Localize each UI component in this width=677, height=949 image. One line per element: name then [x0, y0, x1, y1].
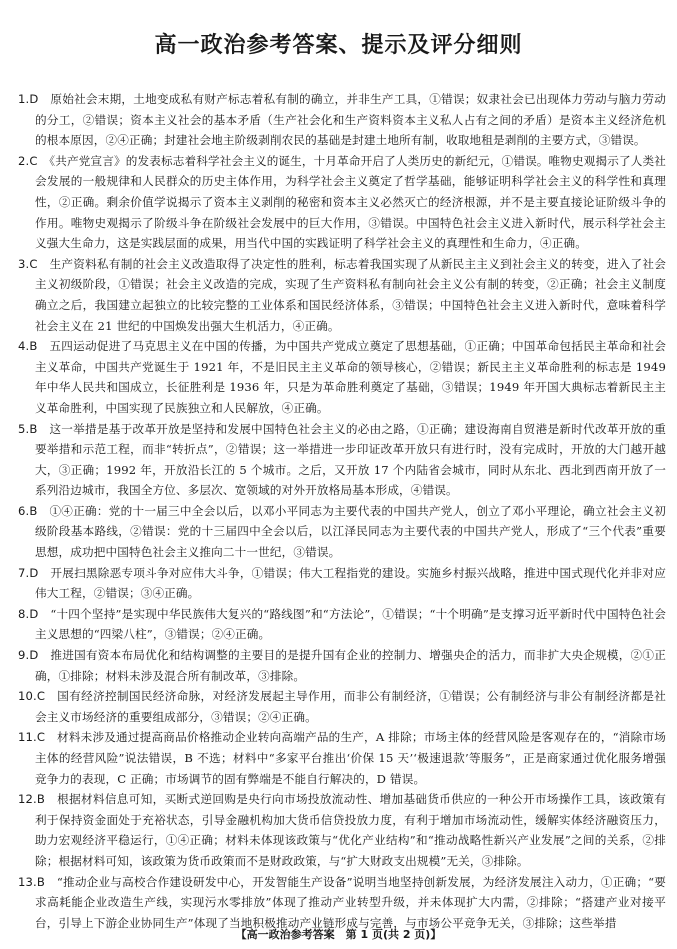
answer-text: 开展扫黑除恶专项斗争对应伟大斗争，①错误；伟大工程指党的建设。实施乡村振兴战略，推进中国式现代化并非对应伟大工程，②错误；③④正确。 [35, 565, 666, 601]
answer-text: “十四个坚持”是实现中华民族伟大复兴的“路线图”和“方法论”，①错误；“十个明确”是支撑习近平新时代中国特色社会主义思想的“四梁八柱”，③错误；②④正确。 [35, 606, 666, 642]
answer-item [18, 336, 666, 418]
answer-item [18, 419, 666, 501]
answer-item [18, 645, 666, 686]
answer-item [18, 89, 666, 151]
answer-number: 9.D [18, 648, 39, 663]
answer-number: 13.B [18, 874, 45, 889]
answer-number: 6.B [18, 503, 38, 518]
answer-number: 10.C [18, 689, 46, 704]
answer-number: 8.D [18, 606, 39, 621]
answer-number: 7.D [18, 565, 39, 580]
answer-text: 《共产党宣言》的发表标志着科学社会主义的诞生，十月革命开启了人类历史的新纪元，①错误。唯物史观揭示了人类社会发展的一般规律和人民群众的历史主体作用，为科学社会主义奠定了哲学基础，能够证明科学社会主义的科学性和真理性，②正确。剩余价值学说揭示了资本主义剥削的秘密和资本主义必然灭亡的经济根源，并不是主要直接论证阶级斗争的作用。唯物史观揭示了阶级斗争在阶级社会发展中的巨大作用，③错误。中国特色社会主义进入新时代，展示科学社会主义强大生命力，这是实践层面的成果，用当代中国的实践证明了科学社会主义的真理性和生命力，④正确。 [35, 153, 666, 251]
answer-number: 11.C [18, 730, 46, 745]
answer-item [18, 563, 666, 604]
page-footer: 【高一政治参考答案 第 1 页(共 2 页)】 [235, 928, 442, 941]
answer-number: 5.B [18, 421, 38, 436]
answer-number: 1.D [18, 92, 39, 106]
answer-number: 12.B [18, 792, 45, 807]
answer-item [18, 727, 666, 789]
answer-item [18, 254, 666, 336]
answer-number: 4.B [18, 339, 38, 354]
answer-text: 材料未涉及通过提高商品价格推动企业转向高端产品的生产，A 排除；市场主体的经营风险是客观存在的，“消除市场主体的经营风险”说法错误，B 不选；材料中“多家平台推出‘价保 15 天’‘极速退款’等服务”，正是商家通过优化服务增强竞争力的表现，C 正确；市场调节的固有弊端是不能自行解决的，D 错误。 [35, 730, 666, 786]
answer-number: 2.C [18, 153, 38, 168]
answer-text: 生产资料私有制的社会主义改造取得了决定性的胜利，标志着我国实现了从新民主主义到社会主义的转变，进入了社会主义初级阶段，①错误；社会主义改造的完成，实现了生产资料私有制向社会主义公有制的转变，②正确；社会主义制度确立之后，我国建立起独立的比较完整的工业体系和国民经济体系，③错误；中国特色社会主义进入新时代，意味着科学社会主义在 21 世纪的中国焕发出强大生机活力，④正确。 [35, 256, 666, 333]
answer-text: ①④正确：党的十一届三中全会以后，以邓小平同志为主要代表的中国共产党人，创立了邓小平理论，确立社会主义初级阶段基本路线，②错误：党的十三届四中全会以后，以江泽民同志为主要代表的中国共产党人，形成了“三个代表”重要思想，成功把中国特色社会主义推向二十一世纪，③错误。 [35, 503, 666, 560]
answer-text: 五四运动促进了马克思主义在中国的传播，为中国共产党成立奠定了思想基础，①正确；中国革命包括民主革命和社会主义革命，中国共产党诞生于 1921 年，不是旧民主主义革命的领导核心，②错误；新民主主义革命胜利的标志是 1949 年中华人民共和国成立，长征胜利是 1936 年，只是为革命胜利奠定了基础，③错误；1949 年开国大典标志着新民主主义革命胜利，中国实现了民族独立和人民解放，④正确。 [35, 339, 666, 415]
answer-text: 原始社会末期，土地变成私有财产标志着私有制的确立，并非生产工具，①错误；奴隶社会已出现体力劳动与脑力劳动的分工，②错误；资本主义社会的基本矛盾（生产社会化和生产资料资本主义私人占有之间的矛盾）是资本主义经济危机的根本原因，②④正确；封建社会地主阶级剥削农民的基础是封建土地所有制，收取地租是剥削的主要方式，③错误。 [35, 92, 666, 148]
answer-item [18, 604, 666, 645]
answer-item [18, 686, 666, 727]
answer-text: “推动企业与高校合作建设研发中心，开发智能生产设备”说明当地坚持创新发展，为经济发展注入动力，①正确；“要求高耗能企业改造生产线，实现污水零排放”体现了推动产业转型升级，并未体现扩大内需，②排除；“搭建产业对接平台，引导上下游企业协同生产”体现了当地积极推动产业链形成与完善，与市场公平竞争无关，③排除；这些举措 [35, 874, 666, 930]
answer-item [18, 789, 666, 871]
answer-text: 推进国有资本布局优化和结构调整的主要目的是提升国有企业的控制力、增强央企的活力，而非扩大央企规模，②①正确，①排除；材料未涉及混合所有制改革，③排除。 [35, 648, 666, 683]
answer-text: 这一举措是基于改革开放是坚持和发展中国特色社会主义的必由之路，①正确；建设海南自贸港是新时代改革开放的重要举措和示范工程，而非“转折点”，②错误；这一举措进一步印证改革开放只有进行时，没有完成时，开放的大门越开越大，③正确；1992 年，开放沿长江的 5 个城市。之后，又开放 17 个内陆省会城市，同时从东北、西北到西南开放了一系列沿边城市，我国全方位、多层次、宽领域的对外开放格局基本形成，④错误。 [35, 421, 666, 498]
answer-number: 3.C [18, 256, 38, 271]
answer-item [18, 501, 666, 563]
answer-text: 国有经济控制国民经济命脉，对经济发展起主导作用，而非公有制经济，①错误；公有制经济与非公有制经济都是社会主义市场经济的重要组成部分，③错误；②④正确。 [35, 689, 666, 724]
answer-item [18, 872, 666, 934]
answer-item [18, 151, 666, 254]
page-title: 高一政治参考答案、提示及评分细则 [154, 33, 523, 58]
answer-text: 根据材料信息可知，买断式逆回购是央行向市场投放流动性、增加基础货币供应的一种公开市场操作工具，该政策有利于保持资金面处于充裕状态，引导金融机构加大货币信贷投放力度，有利于增加市场流动性，缓解实体经济融资压力，助力宏观经济平稳运行，①④正确；材料未体现该政策与“优化产业结构”和“推动战略性新兴产业发展”之间的关系，②排除；根据材料可知，该政策为货币政策而不是财政政策，与“扩大财政支出规模”无关，③排除。 [35, 792, 666, 868]
answer-list [18, 89, 666, 933]
